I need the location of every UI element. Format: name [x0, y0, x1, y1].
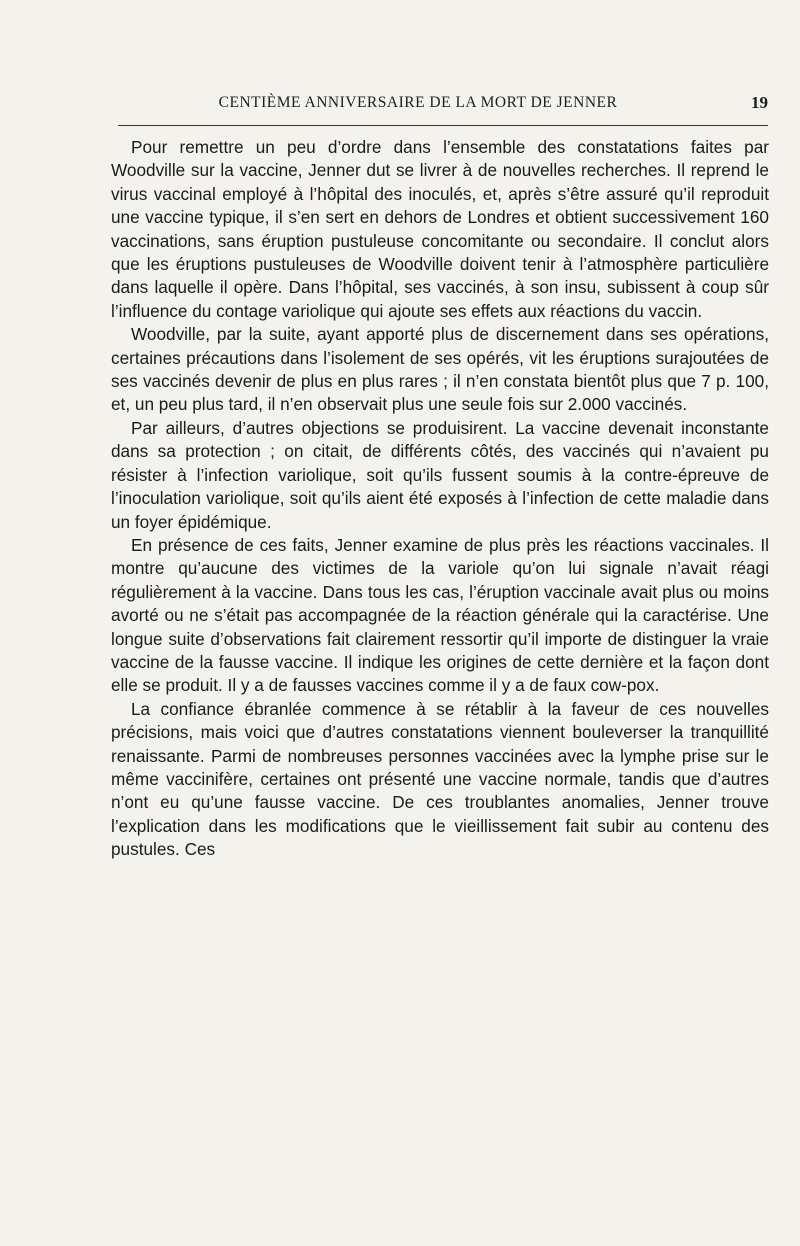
paragraph: En présence de ces faits, Jenner examine de plus près les réactions vaccinales. Il montre qu’aucune des victimes de la variole qu’on lui signale n’avait réagi régulièrement à la vaccine. Dans tous les cas, l’éruption vaccinale avait plus ou moins avorté ou ne s’était pas accompagnée de la réaction générale qui la caractérise. Une longue suite d’observations fait clairement ressortir qu’il importe de distinguer la vraie vaccine de la fausse vaccine. Il indique les origines de cette dernière et la façon dont elle se produit. Il y a de fausses vaccines comme il y a de faux cow-pox.	[111, 534, 769, 696]
paragraph: Pour remettre un peu d’ordre dans l’ensemble des constatations faites par Woodville sur la vaccine, Jenner dut se livrer à de nouvelles recherches. Il reprend le virus vaccinal employé à l’hôpital des inoculés, et, après s’être assuré qu’il reproduit une vaccine typique, il s’en sert en dehors de Londres et obtient successivement 160 vaccinations, sans éruption pustuleuse concomitante ou secondaire. Il conclut alors que les éruptions pustuleuses de Woodville doivent tenir à l’atmosphère particulière dans laquelle il opère. Dans l’hôpital, ses vaccinés, à son insu, subissent à coup sûr l’influence du contage variolique qui ajoute ses effets aux réactions du vaccin.	[111, 137, 769, 321]
running-header	[118, 94, 768, 118]
paragraph: La confiance ébranlée commence à se rétablir à la faveur de ces nouvelles précisions, mais voici que d’autres constatations viennent bouleverser la tranquillité renaissante. Parmi de nombreuses personnes vaccinées avec la lymphe prise sur le même vaccinifère, certaines ont présenté une vaccine normale, tandis que d’autres n’ont eu qu’une fausse vaccine. De ces troublantes anomalies, Jenner trouve l’explication dans les modifications que le vieillissement fait subir au contenu des pustules. Ces	[111, 698, 769, 860]
body-text	[111, 136, 769, 862]
page-number: 19	[751, 93, 768, 112]
running-title: CENTIÈME ANNIVERSAIRE DE LA MORT DE JENNER	[218, 94, 618, 111]
paragraph: Par ailleurs, d’autres objections se produisirent. La vaccine devenait inconstante dans sa protection ; on citait, de différents côtés, des vaccinés qui n’avaient pu résister à l’infection variolique, soit qu’ils fussent soumis à la contre-épreuve de l’inoculation variolique, soit qu’ils aient été exposés à l’infection de cette maladie dans un foyer épidémique.	[111, 417, 769, 532]
paragraph: Woodville, par la suite, ayant apporté plus de discernement dans ses opérations, certaines précautions dans l’isolement de ses opérés, vit les éruptions surajoutées de ses vaccinés devenir de plus en plus rares ; il n’en constata bientôt plus que 7 p. 100, et, un peu plus tard, il n’en observait plus une seule fois sur 2.000 vaccinés.	[111, 324, 769, 415]
header-rule	[118, 125, 768, 126]
